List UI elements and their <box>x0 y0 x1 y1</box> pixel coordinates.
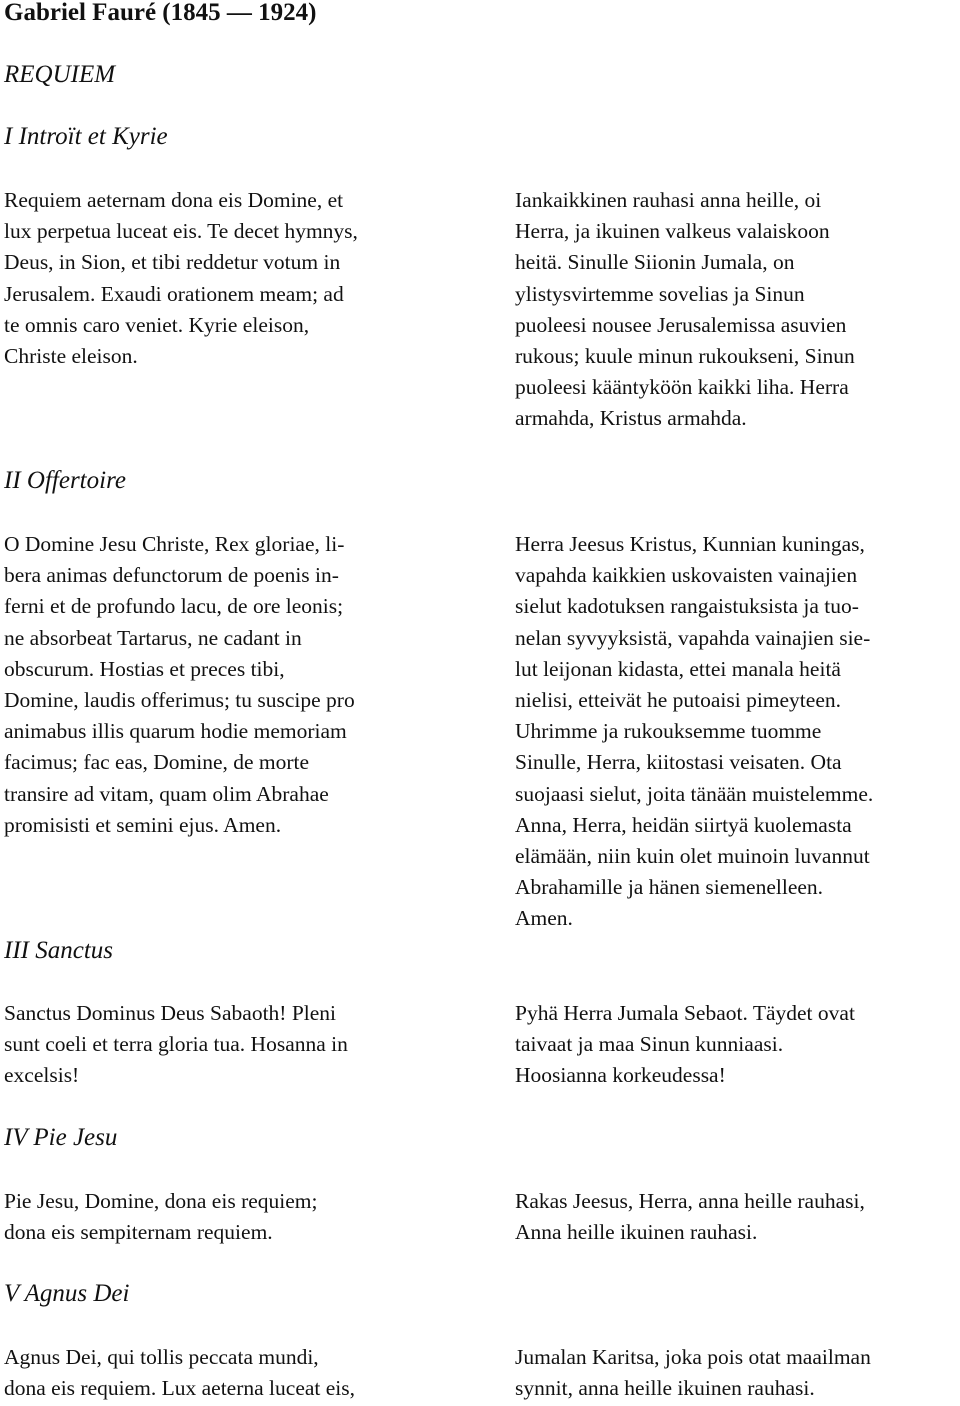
text-line: lux perpetua luceat eis. Te decet hymnys, <box>4 219 358 244</box>
text-line: elämään, niin kuin olet muinoin luvannut <box>515 844 870 869</box>
text-line: obscurum. Hostias et preces tibi, <box>4 656 285 681</box>
text-line: Pyhä Herra Jumala Sebaot. Täydet ovat <box>515 1001 855 1025</box>
text-line: rukous; kuule minun rukoukseni, Sinun <box>515 344 855 369</box>
text-line: Abrahamille ja hänen siemenelleen. <box>515 875 824 900</box>
latin-text-sanctus <box>4 998 348 1092</box>
text-line: synnit, anna heille ikuinen rauhasi. <box>515 1376 815 1401</box>
text-line: Sanctus Dominus Deus Sabaoth! Pleni <box>4 1001 337 1025</box>
text-line: sunt coeli et terra gloria tua. Hosanna in <box>4 1032 348 1057</box>
text-line: excelsis! <box>4 1063 80 1088</box>
section-heading-agnus-dei: V Agnus Dei <box>4 1280 130 1307</box>
text-line: Anna heille ikuinen rauhasi. <box>515 1220 758 1245</box>
latin-text-agnus-dei <box>4 1342 355 1404</box>
latin-text-offertoire <box>4 529 355 841</box>
text-line: ne absorbeat Tartarus, ne cadant in <box>4 625 302 650</box>
section-heading-pie-jesu: IV Pie Jesu <box>4 1124 118 1151</box>
text-line: dona eis requiem. Lux aeterna luceat eis, <box>4 1376 356 1401</box>
section-heading-offertoire: II Offertoire <box>4 467 126 494</box>
text-line: Sinulle, Herra, kiitostasi veisaten. Ota <box>515 750 842 775</box>
text-line: Uhrimme ja rukouksemme tuomme <box>515 719 822 744</box>
finnish-text-sanctus <box>515 998 855 1092</box>
text-line: Hoosianna korkeudessa! <box>515 1063 726 1088</box>
text-line: Pie Jesu, Domine, dona eis requiem; <box>4 1189 318 1213</box>
finnish-text-pie-jesu <box>515 1186 865 1248</box>
text-line: ferni et de profundo lacu, de ore leonis; <box>4 594 344 619</box>
text-line: Domine, laudis offerimus; tu suscipe pro <box>4 688 355 713</box>
text-line: O Domine Jesu Christe, Rex gloriae, li- <box>4 532 345 556</box>
text-line: animabus illis quarum hodie memoriam <box>4 719 347 744</box>
text-line: Amen. <box>515 906 573 931</box>
text-line: nielisi, etteivät he putoaisi pimeyteen. <box>515 688 841 713</box>
text-line: promisisti et semini ejus. Amen. <box>4 812 282 837</box>
text-line: sielut kadotuksen rangaistuksista ja tuo- <box>515 594 859 619</box>
finnish-text-offertoire <box>515 529 873 935</box>
composer-title: Gabriel Fauré (1845 — 1924) <box>4 0 317 26</box>
text-line: Christe eleison. <box>4 344 138 369</box>
text-line: Herra Jeesus Kristus, Kunnian kuningas, <box>515 532 865 556</box>
latin-text-introit <box>4 185 358 372</box>
text-line: Herra, ja ikuinen valkeus valaiskoon <box>515 219 830 244</box>
text-line: vapahda kaikkien uskovaisten vainajien <box>515 563 858 588</box>
text-line: puoleesi nousee Jerusalemissa asuvien <box>515 312 847 337</box>
text-line: facimus; fac eas, Domine, de morte <box>4 750 310 775</box>
text-line: Iankaikkinen rauhasi anna heille, oi <box>515 188 822 212</box>
text-line: transire ad vitam, quam olim Abrahae <box>4 781 329 806</box>
finnish-text-introit <box>515 185 855 435</box>
text-line: Jerusalem. Exaudi orationem meam; ad <box>4 281 344 306</box>
text-line: suojaasi sielut, joita tänään muistelemme. <box>515 781 874 806</box>
text-line: puoleesi kääntyköön kaikki liha. Herra <box>515 375 849 400</box>
text-line: ylistysvirtemme sovelias ja Sinun <box>515 281 805 306</box>
text-line: Rakas Jeesus, Herra, anna heille rauhasi, <box>515 1189 865 1213</box>
section-heading-introit: I Introït et Kyrie <box>4 123 168 150</box>
text-line: Jumalan Karitsa, joka pois otat maailman <box>515 1345 871 1369</box>
text-line: bera animas defunctorum de poenis in- <box>4 563 339 588</box>
text-line: taivaat ja maa Sinun kunniaasi. <box>515 1032 784 1057</box>
text-line: te omnis caro veniet. Kyrie eleison, <box>4 312 310 337</box>
work-title: REQUIEM <box>4 61 116 88</box>
section-heading-sanctus: III Sanctus <box>4 937 113 964</box>
text-line: heitä. Sinulle Siionin Jumala, on <box>515 250 795 275</box>
text-line: lut leijonan kidasta, ettei manala heitä <box>515 656 841 681</box>
text-line: Deus, in Sion, et tibi reddetur votum in <box>4 250 341 275</box>
finnish-text-agnus-dei <box>515 1342 871 1404</box>
text-line: nelan syvyyksistä, vapahda vainajien sie- <box>515 625 871 650</box>
text-line: Anna, Herra, heidän siirtyä kuolemasta <box>515 812 852 837</box>
text-line: Requiem aeternam dona eis Domine, et <box>4 188 344 212</box>
text-line: armahda, Kristus armahda. <box>515 406 747 431</box>
text-line: dona eis sempiternam requiem. <box>4 1220 273 1245</box>
text-line: Agnus Dei, qui tollis peccata mundi, <box>4 1345 319 1369</box>
latin-text-pie-jesu <box>4 1186 317 1248</box>
